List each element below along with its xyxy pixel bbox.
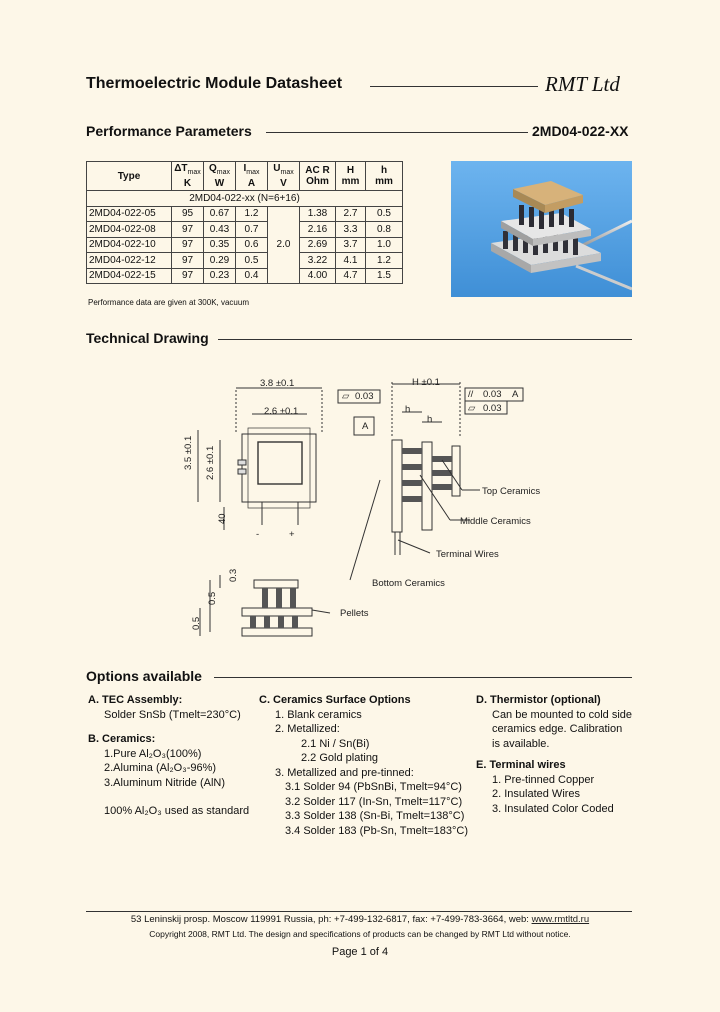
performance-heading: Performance Parameters bbox=[86, 123, 252, 139]
options-col-surface: C. Ceramics Surface Options 1. Blank ceramics 2. Metallized: 2.1 Ni / Sn(Bi) 2.2 Gold plating 3. Metallized and pre-tinned: 3.1 Solder 94 (PbSnBi, Tmelt=94°C) 3.2 Solder 117 (In-Sn, Tmelt=117°C) 3.3 Solder 138 (Sn-Bi, Tmelt=138°C) 3.4 Solder 183 (Pb-Sn, Tmelt=183°C) bbox=[259, 694, 469, 837]
dim-h-2: h bbox=[427, 414, 433, 425]
footer-copyright: Copyright 2008, RMT Ltd. The design and specifications of products can be changed by RMT Ltd without notice. bbox=[149, 929, 571, 939]
drawing-divider bbox=[218, 339, 632, 340]
dim-0-3: 0.3 bbox=[228, 568, 239, 582]
page-number: Page 1 of 4 bbox=[331, 946, 389, 958]
product-photo bbox=[451, 161, 632, 297]
parallelism-icon: // bbox=[468, 389, 474, 400]
flatness-value-2: 0.03 bbox=[483, 403, 502, 414]
col-type: Type bbox=[87, 162, 172, 191]
brand-logo: RMT Ltd bbox=[545, 72, 620, 96]
options-col-thermistor-wires: D. Thermistor (optional) Can be mounted to cold side ceramics edge. Calibration is available. E. Terminal wires 1. Pre-tinned Copper 2. Insulated Wires 3. Insulated Color Coded bbox=[476, 694, 633, 815]
footer-divider bbox=[86, 911, 632, 912]
col-dtmax: $\Delta T_{max}$ K bbox=[172, 162, 204, 191]
flatness-icon: ▱ bbox=[342, 391, 350, 402]
table-row: 2MD04-022-10 97 0.35 0.6 2.69 3.7 1.0 bbox=[87, 237, 403, 253]
dim-height-2-6: 2.6 ±0.1 bbox=[205, 445, 216, 480]
dim-0-5b: 0.5 bbox=[191, 616, 202, 630]
dim-h-1: h bbox=[405, 404, 411, 415]
options-heading: Options available bbox=[86, 668, 202, 684]
dim-width-2-6: 2.6 ±0.1 bbox=[264, 406, 299, 417]
dim-wire-40: 40 bbox=[217, 513, 228, 524]
col-acr: AC R Ohm bbox=[300, 162, 336, 191]
website-link[interactable]: www.rmtltd.ru bbox=[531, 914, 590, 925]
technical-drawing bbox=[180, 370, 560, 650]
umax-value: 2.0 bbox=[268, 206, 300, 284]
label-terminal-wires: Terminal Wires bbox=[436, 549, 499, 560]
polarity-plus: + bbox=[289, 529, 295, 540]
title-divider bbox=[370, 86, 538, 87]
label-middle-ceramics: Middle Ceramics bbox=[460, 516, 531, 527]
polarity-minus: - bbox=[256, 529, 260, 540]
performance-note: Performance data are given at 300K, vacuum bbox=[88, 298, 249, 307]
performance-divider bbox=[266, 132, 528, 133]
table-group-row bbox=[87, 191, 403, 207]
label-pellets: Pellets bbox=[340, 608, 369, 619]
parallelism-value: 0.03 bbox=[483, 389, 502, 400]
dim-H: H ±0.1 bbox=[412, 377, 440, 388]
footer-contact: 53 Leninskij prosp. Moscow 119991 Russia, ph: +7-499-132-6817, fax: +7-499-783-3664, web: www.rmtltd.ru bbox=[130, 914, 590, 925]
table-header-row bbox=[87, 162, 403, 191]
col-umax: $U_{max}$ V bbox=[268, 162, 300, 191]
col-qmax: $Q_{max}$ W bbox=[204, 162, 236, 191]
group-label: 2MD04-022-xx (N=6+16) bbox=[87, 191, 403, 207]
datum-a: A bbox=[362, 421, 369, 432]
dim-0-5: 0.5 bbox=[207, 591, 218, 605]
table-row: 2MD04-022-12 97 0.29 0.5 3.22 4.1 1.2 bbox=[87, 253, 403, 269]
label-bottom-ceramics: Bottom Ceramics bbox=[372, 578, 445, 589]
col-imax: $I_{max}$ A bbox=[236, 162, 268, 191]
parallelism-ref: A bbox=[512, 389, 519, 400]
dim-height-3-5: 3.5 ±0.1 bbox=[183, 435, 194, 470]
flatness-icon-2: ▱ bbox=[468, 403, 476, 414]
page-title: Thermoelectric Module Datasheet bbox=[86, 75, 343, 92]
options-col-assembly-ceramics: A. TEC Assembly: Solder SnSb (Tmelt=230°C) B. Ceramics: 1.Pure Al₂O₃(100%) 2.Alumina (Al₂O₃-96%) 3.Aluminum Nitride (AlN) 100% Al₂O₃ used as standard bbox=[88, 694, 250, 817]
model-number: 2MD04-022-XX bbox=[532, 123, 629, 139]
performance-table bbox=[86, 161, 403, 284]
flatness-value-1: 0.03 bbox=[355, 391, 374, 402]
col-H: H mm bbox=[336, 162, 366, 191]
table-row: 2MD04-022-05 95 0.67 1.2 2.0 1.38 2.7 0.5 bbox=[87, 206, 403, 222]
table-row: 2MD04-022-08 97 0.43 0.7 2.16 3.3 0.8 bbox=[87, 222, 403, 238]
drawing-heading: Technical Drawing bbox=[86, 330, 209, 346]
dim-width-3-8: 3.8 ±0.1 bbox=[260, 378, 295, 389]
label-top-ceramics: Top Ceramics bbox=[482, 486, 541, 497]
table-row: 2MD04-022-15 97 0.23 0.4 4.00 4.7 1.5 bbox=[87, 268, 403, 284]
col-h: h mm bbox=[366, 162, 403, 191]
options-divider bbox=[214, 677, 632, 678]
